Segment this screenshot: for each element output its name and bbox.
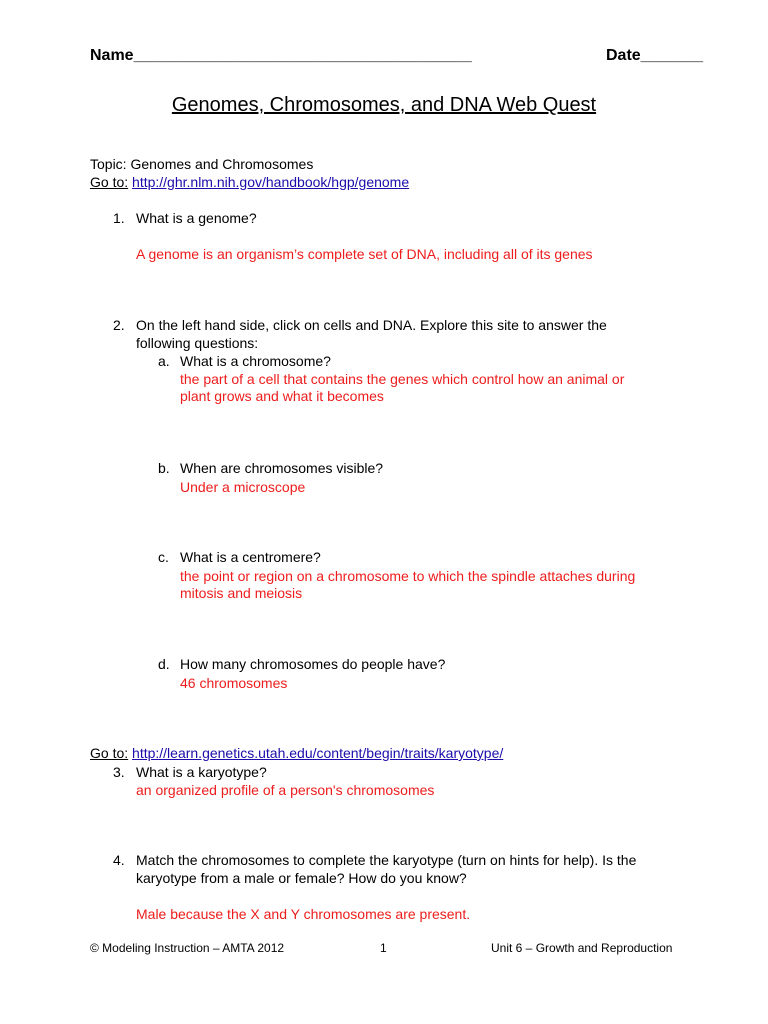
goto-label-1: Go to:	[90, 174, 129, 190]
q2c-letter: c.	[158, 549, 169, 565]
q2d-text: How many chromosomes do people have?	[180, 656, 446, 672]
page-title-text: Genomes, Chromosomes, and DNA Web Quest	[171, 94, 597, 116]
q2c-text: What is a centromere?	[180, 549, 321, 565]
genome-handbook-link[interactable]: http://ghr.nlm.nih.gov/handbook/hgp/genome	[132, 174, 410, 190]
q3-number: 3.	[113, 764, 125, 780]
q2-text-line1: On the left hand side, click on cells and DNA. Explore this site to answer the	[136, 317, 607, 333]
q4-text-line2: karyotype from a male or female? How do you know?	[136, 870, 467, 886]
q2b-letter: b.	[158, 460, 170, 476]
q3-answer: an organized profile of a person's chromosomes	[136, 782, 435, 798]
q2c-answer-line2: mitosis and meiosis	[180, 585, 303, 601]
q1-number: 1.	[113, 210, 125, 226]
q2a-answer-line1: the part of a cell that contains the genes which control how an animal or	[180, 371, 625, 387]
q4-answer: Male because the X and Y chromosomes are present.	[136, 906, 471, 922]
q2a-text: What is a chromosome?	[180, 353, 331, 369]
goto-line-1	[90, 174, 409, 191]
q4-number: 4.	[113, 852, 125, 868]
q4-text-line1: Match the chromosomes to complete the karyotype (turn on hints for help). Is the	[136, 852, 637, 868]
karyotype-link[interactable]: http://learn.genetics.utah.edu/content/begin/traits/karyotype/	[132, 745, 504, 761]
footer-unit: Unit 6 – Growth and Reproduction	[491, 941, 673, 955]
page-title	[0, 94, 768, 117]
goto-line-2	[90, 745, 503, 762]
q2a-answer-line2: plant grows and what it becomes	[180, 388, 384, 404]
q1-text: What is a genome?	[136, 210, 257, 226]
topic-line: Topic: Genomes and Chromosomes	[90, 156, 314, 172]
q2b-text: When are chromosomes visible?	[180, 460, 384, 476]
q2d-answer: 46 chromosomes	[180, 675, 288, 691]
q2b-answer: Under a microscope	[180, 479, 306, 495]
date-field-label: Date_______	[606, 47, 703, 64]
q2-text-line2: following questions:	[136, 335, 259, 351]
q2-number: 2.	[113, 317, 125, 333]
name-field-label: Name______________________________________	[90, 47, 472, 64]
goto-label-2: Go to:	[90, 745, 129, 761]
q2c-answer-line1: the point or region on a chromosome to which the spindle attaches during	[180, 568, 636, 584]
q1-answer: A genome is an organism’s complete set of DNA, including all of its genes	[136, 246, 593, 262]
footer-copyright: © Modeling Instruction – AMTA 2012	[90, 941, 285, 955]
q3-text: What is a karyotype?	[136, 764, 267, 780]
footer-page-number: 1	[380, 941, 387, 955]
q2d-letter: d.	[158, 656, 170, 672]
q2a-letter: a.	[158, 353, 170, 369]
